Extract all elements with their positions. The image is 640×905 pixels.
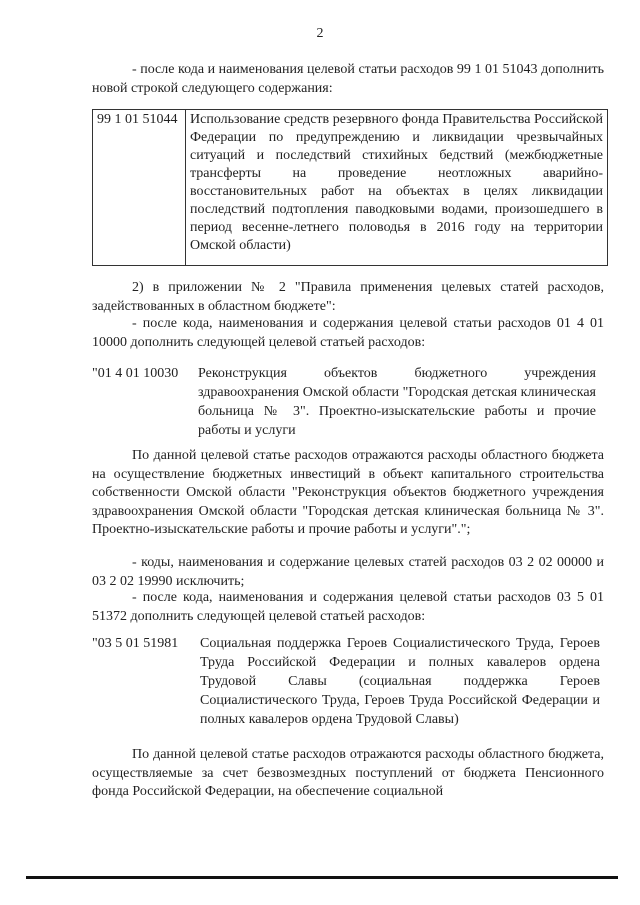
paragraph-description-01-4-01-10030: По данной целевой статье расходов отражаются расходы областного бюджета на осуществление бюджетных инвестиций в объект капитального строительства собственности Омской области "Реконструкция объектов бюджетного учреждения здравоохранения Омской области "Городская детская клиническая больница № 3". Проектно-изыскательские работы и прочие работы и услуги"."; [92,448,604,537]
paragraph-description-03-5-01-51981: По данной целевой статье расходов отражаются расходы областного бюджета, осуществляемые за счет безвозмездных поступлений от бюджета Пенсионного фонда Российской Федерации, на обеспечение социальной [92,747,604,799]
entry-description: Реконструкция объектов бюджетного учреждения здравоохранения Омской области "Городская детская клиническая больница № 3". Проектно-изыскательские работы и прочие работы и услуги [198,366,596,438]
target-article-table [92,109,608,266]
bottom-rule [26,876,618,879]
table-row [93,110,608,266]
entry-code: "03 5 01 51981 [92,636,179,651]
intro-paragraph: - после кода и наименования целевой статьи расходов 99 1 01 51043 дополнить новой строкой следующего содержания: [92,62,604,96]
page-number: 2 [316,26,324,41]
table-code-cell: 99 1 01 51044 [93,110,186,266]
paragraph-add-after-03-5-01-51372: - после кода, наименования и содержания целевой статьи расходов 03 5 01 51372 дополнить следующей целевой статьей расходов: [92,590,604,624]
entry-description: Социальная поддержка Героев Социалистического Труда, Героев Труда Российской Федерации и полных кавалеров ордена Трудовой Славы (социальная поддержка Героев Социалистического Труда, Героев Труда Российской Федерации и полных кавалеров ордена Трудовой Славы) [200,636,600,727]
paragraph-add-after-01-4-01-10000: - после кода, наименования и содержания целевой статьи расходов 01 4 01 10000 дополнить следующей целевой статьей расходов: [92,316,604,350]
paragraph-appendix-2: 2) в приложении № 2 "Правила применения целевых статей расходов, задействованных в областном бюджете": [92,280,604,314]
paragraph-exclude-codes: - коды, наименования и содержание целевых статей расходов 03 2 02 00000 и 03 2 02 19990 исключить; [92,555,604,589]
entry-code: "01 4 01 10030 [92,366,179,381]
table-description-cell: Использование средств резервного фонда Правительства Российской Федерации по предупреждению и ликвидации чрезвычайных ситуаций и последствий стихийных бедствий (межбюджетные трансферты на проведение неотложных аварийно-восстановительных работ на объектах в целях ликвидации последствий подтопления паводковыми водами, произошедшего в период весенне-летнего половодья в 2016 году на территории Омской области) [186,110,608,266]
